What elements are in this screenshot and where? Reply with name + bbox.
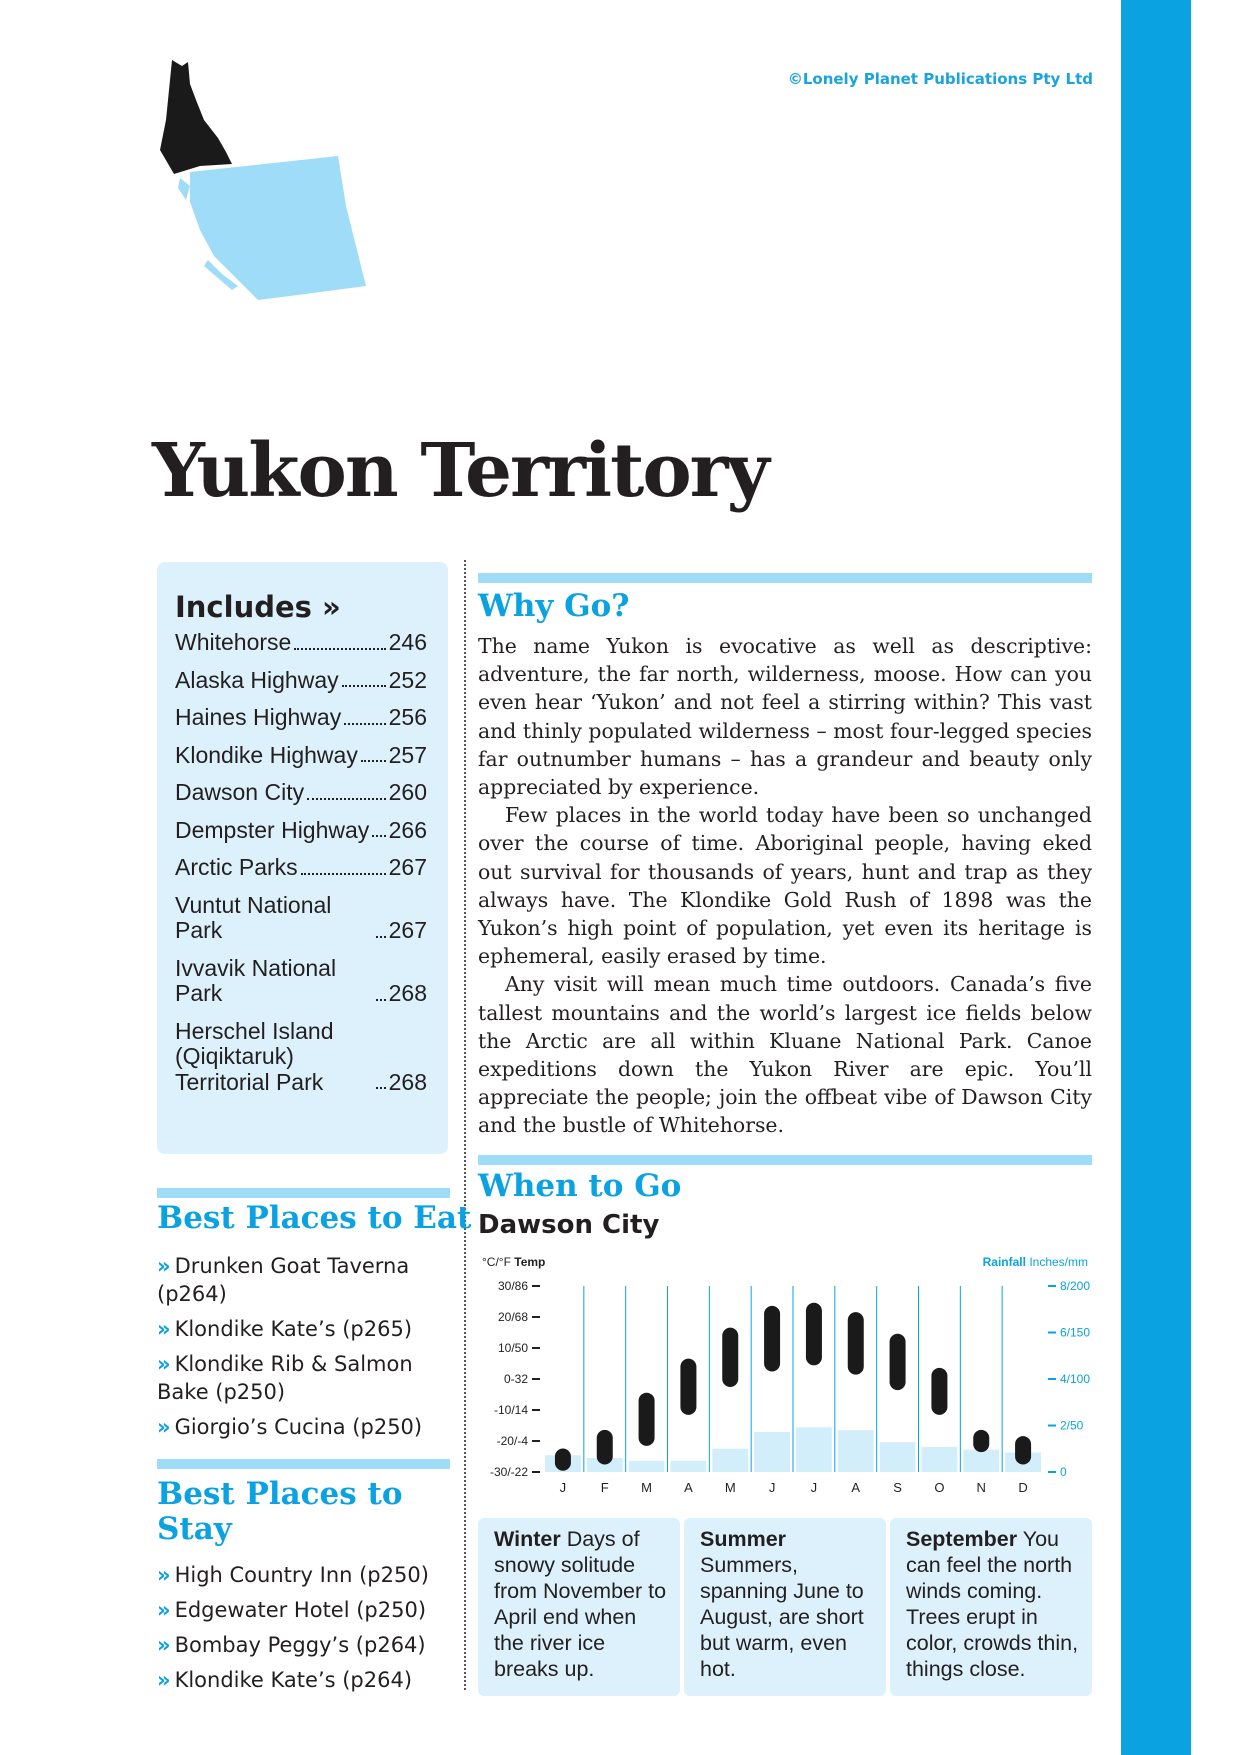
- season-name: Summer: [700, 1527, 787, 1551]
- month-label: F: [600, 1480, 609, 1495]
- eat-rule: [157, 1188, 450, 1198]
- rainfall-bar: [963, 1450, 999, 1472]
- season-name: Winter: [494, 1527, 561, 1551]
- why-go-paragraph: Few places in the world today have been so unchanged over the course of time. Aboriginal people, having eked out survival for thousands of years, hunt and trap as they always have. The Klondike Gold Rush of 1898 was the Yukon’s high point of population, yet even its heritage is ephemeral, easily erased by time.: [478, 803, 1092, 969]
- temp-range-bar: [555, 1449, 571, 1471]
- best-eat-heading: Best Places to Eat: [157, 1200, 472, 1236]
- list-item-text: Klondike Kate’s (p264): [174, 1668, 413, 1692]
- includes-item-page: 268: [388, 980, 427, 1006]
- month-label: D: [1018, 1480, 1028, 1495]
- when-to-go-heading: When to Go: [478, 1168, 682, 1204]
- includes-item-name: Arctic Parks: [175, 854, 298, 880]
- includes-item-name: Haines Highway: [175, 704, 342, 730]
- rain-tick-label: 2/50: [1060, 1418, 1084, 1433]
- includes-item: [175, 855, 427, 881]
- temp-tick-label: 10/50: [497, 1341, 528, 1355]
- leader-dots: [342, 685, 386, 687]
- includes-item: [175, 705, 427, 731]
- month-label: J: [810, 1480, 818, 1495]
- temp-tick-label: 0-32: [503, 1372, 528, 1386]
- list-item: [157, 1413, 457, 1441]
- temp-range-bar: [973, 1430, 989, 1452]
- temp-range-bar: [764, 1306, 780, 1372]
- when-to-go-rule: [478, 1155, 1092, 1165]
- chevron-right-icon: »: [157, 1598, 171, 1622]
- season-box: [684, 1518, 886, 1696]
- temp-tick-label: -20/-4: [496, 1434, 528, 1448]
- temp-range-bar: [931, 1368, 947, 1415]
- list-item: [157, 1561, 457, 1589]
- includes-item: [175, 630, 427, 656]
- rain-axis-label: Rainfall Inches/mm: [982, 1255, 1088, 1269]
- rain-tick-label: 8/200: [1060, 1279, 1091, 1293]
- list-item: [157, 1315, 457, 1343]
- includes-item-name: Vuntut National Park: [175, 891, 332, 943]
- stay-rule: [157, 1459, 450, 1469]
- temp-range-bar: [680, 1359, 696, 1415]
- leader-dots: [294, 648, 385, 650]
- season-text: Summers, spanning June to August, are short but warm, even hot.: [700, 1553, 864, 1681]
- why-go-heading: Why Go?: [478, 588, 630, 624]
- list-item-text: Edgewater Hotel (p250): [174, 1598, 427, 1622]
- includes-item-name: Klondike Highway: [175, 741, 358, 768]
- month-label: S: [893, 1480, 902, 1495]
- includes-box: [157, 562, 448, 1154]
- includes-item: [175, 1019, 427, 1096]
- list-item-text: Klondike Rib & Salmon Bake (p250): [157, 1352, 413, 1404]
- best-stay-heading: Best Places to Stay: [157, 1476, 403, 1547]
- rain-tick-label: 4/100: [1060, 1372, 1091, 1386]
- leader-dots: [376, 936, 386, 938]
- temp-tick-label: -10/14: [493, 1403, 528, 1417]
- month-label: M: [724, 1480, 736, 1495]
- season-text: You can feel the north winds coming. Trees erupt in color, crowds thin, things close.: [906, 1527, 1079, 1681]
- map-region-yukon: [160, 60, 232, 174]
- includes-heading: Includes »: [175, 590, 341, 624]
- list-item-text: Klondike Kate’s (p265): [174, 1317, 413, 1341]
- includes-item: [175, 893, 427, 944]
- includes-item: [175, 956, 427, 1007]
- list-item: [157, 1666, 457, 1694]
- season-name: September: [906, 1527, 1018, 1551]
- why-go-body: [478, 632, 1092, 1140]
- chevron-right-icon: »: [157, 1668, 171, 1692]
- rain-tick-label: 0: [1060, 1465, 1067, 1479]
- list-item-text: High Country Inn (p250): [174, 1563, 429, 1587]
- temp-axis-label: °C/°F Temp: [482, 1255, 546, 1269]
- month-label: J: [768, 1480, 776, 1495]
- includes-item-page: 252: [388, 666, 427, 693]
- leader-dots: [376, 999, 386, 1001]
- includes-item: [175, 743, 427, 769]
- month-label: A: [851, 1480, 861, 1495]
- list-item: [157, 1596, 457, 1624]
- temp-range-bar: [1015, 1436, 1031, 1464]
- includes-item: [175, 818, 427, 844]
- rainfall-bar: [671, 1461, 707, 1472]
- leader-dots: [361, 760, 386, 762]
- includes-item-name: Herschel Island (Qiqiktaruk) Territorial Park: [175, 1017, 334, 1095]
- yukon-locator-map: [160, 60, 370, 320]
- rainfall-bar: [629, 1461, 665, 1472]
- temp-range-bar: [639, 1393, 655, 1446]
- includes-item: [175, 668, 427, 694]
- chevron-right-icon: »: [157, 1254, 171, 1278]
- list-item-text: Drunken Goat Taverna (p264): [157, 1254, 410, 1306]
- page-title: Yukon Territory: [152, 428, 768, 514]
- chevron-right-icon: »: [157, 1415, 171, 1439]
- includes-item-page: 260: [388, 779, 427, 805]
- rainfall-bar: [880, 1442, 916, 1472]
- season-text: Days of snowy solitude from November to April end when the river ice breaks up.: [494, 1527, 667, 1681]
- rain-tick-label: 6/150: [1060, 1325, 1091, 1340]
- month-label: M: [641, 1480, 653, 1495]
- temp-range-bar: [890, 1334, 906, 1390]
- season-box: [478, 1518, 680, 1696]
- season-boxes: [478, 1518, 1092, 1696]
- season-box: [890, 1518, 1092, 1696]
- rainfall-bar: [712, 1449, 748, 1472]
- edge-tab-stripe: [1121, 0, 1191, 1755]
- chevron-right-icon: »: [157, 1352, 171, 1376]
- includes-item-name: Alaska Highway: [175, 666, 339, 693]
- list-item: [157, 1252, 457, 1308]
- rainfall-bar: [922, 1447, 958, 1472]
- includes-item-name: Ivvavik National Park: [175, 954, 337, 1006]
- leader-dots: [344, 723, 385, 725]
- temp-tick-label: -30/-22: [489, 1465, 528, 1479]
- month-label: N: [976, 1480, 986, 1495]
- temp-range-bar: [722, 1328, 738, 1387]
- includes-item-page: 268: [388, 1068, 427, 1095]
- why-go-rule: [478, 573, 1092, 583]
- rainfall-bar: [754, 1432, 790, 1472]
- chevron-right-icon: »: [157, 1317, 171, 1341]
- includes-item-page: 267: [388, 854, 427, 880]
- rainfall-bar: [838, 1430, 874, 1472]
- copyright-notice: ©Lonely Planet Publications Pty Ltd: [787, 70, 1093, 88]
- includes-list: [175, 630, 448, 1095]
- includes-item-page: 246: [388, 629, 427, 655]
- chevron-right-icon: »: [157, 1563, 171, 1587]
- month-label: A: [684, 1480, 693, 1495]
- includes-item-page: 257: [388, 741, 427, 768]
- temp-range-bar: [597, 1430, 613, 1465]
- climate-chart: [476, 1250, 1092, 1500]
- best-eat-list: [157, 1252, 457, 1448]
- why-go-paragraph: Any visit will mean much time outdoors. Canada’s five tallest mountains and the world’s largest ice fields below the Arctic are all within Kluane National Park. Canoe expeditions down the Yukon River are epic. You’ll appreciate the people; join the offbeat vibe of Dawson City and the bustle of Whitehorse.: [478, 972, 1092, 1138]
- map-region-bc-alberta: [190, 156, 366, 300]
- chart-city-title: Dawson City: [478, 1210, 660, 1240]
- includes-item-name: Whitehorse: [175, 629, 292, 655]
- leader-dots: [376, 1087, 386, 1089]
- includes-item-name: Dawson City: [175, 779, 305, 805]
- temp-range-bar: [848, 1312, 864, 1375]
- chevron-right-icon: »: [322, 590, 341, 624]
- includes-item-name: Dempster Highway: [175, 816, 370, 843]
- temp-tick-label: 30/86: [497, 1279, 528, 1293]
- leader-dots: [307, 798, 386, 800]
- best-stay-list: [157, 1561, 457, 1701]
- list-item: [157, 1350, 457, 1406]
- includes-item: [175, 780, 427, 806]
- month-label: O: [934, 1480, 945, 1495]
- includes-item-page: 266: [388, 816, 427, 843]
- includes-item-page: 267: [388, 917, 427, 943]
- chevron-right-icon: »: [157, 1633, 171, 1657]
- temp-range-bar: [806, 1303, 822, 1366]
- includes-item-page: 256: [388, 704, 427, 730]
- leader-dots: [301, 873, 386, 875]
- column-divider: [464, 560, 466, 1690]
- list-item: [157, 1631, 457, 1659]
- leader-dots: [372, 835, 385, 837]
- month-label: J: [559, 1480, 567, 1495]
- list-item-text: Giorgio’s Cucina (p250): [174, 1415, 423, 1439]
- list-item-text: Bombay Peggy’s (p264): [174, 1633, 426, 1657]
- rainfall-bar: [796, 1427, 832, 1472]
- why-go-paragraph: The name Yukon is evocative as well as descriptive: adventure, the far north, wilderness, moose. How can you even hear ‘Yukon’ and not feel a stirring within? This vast and thinly populated wilderness – most four-legged species far outnumber humans – has a grandeur and beauty only appreciated by experience.: [478, 634, 1092, 800]
- temp-tick-label: 20/68: [497, 1310, 528, 1324]
